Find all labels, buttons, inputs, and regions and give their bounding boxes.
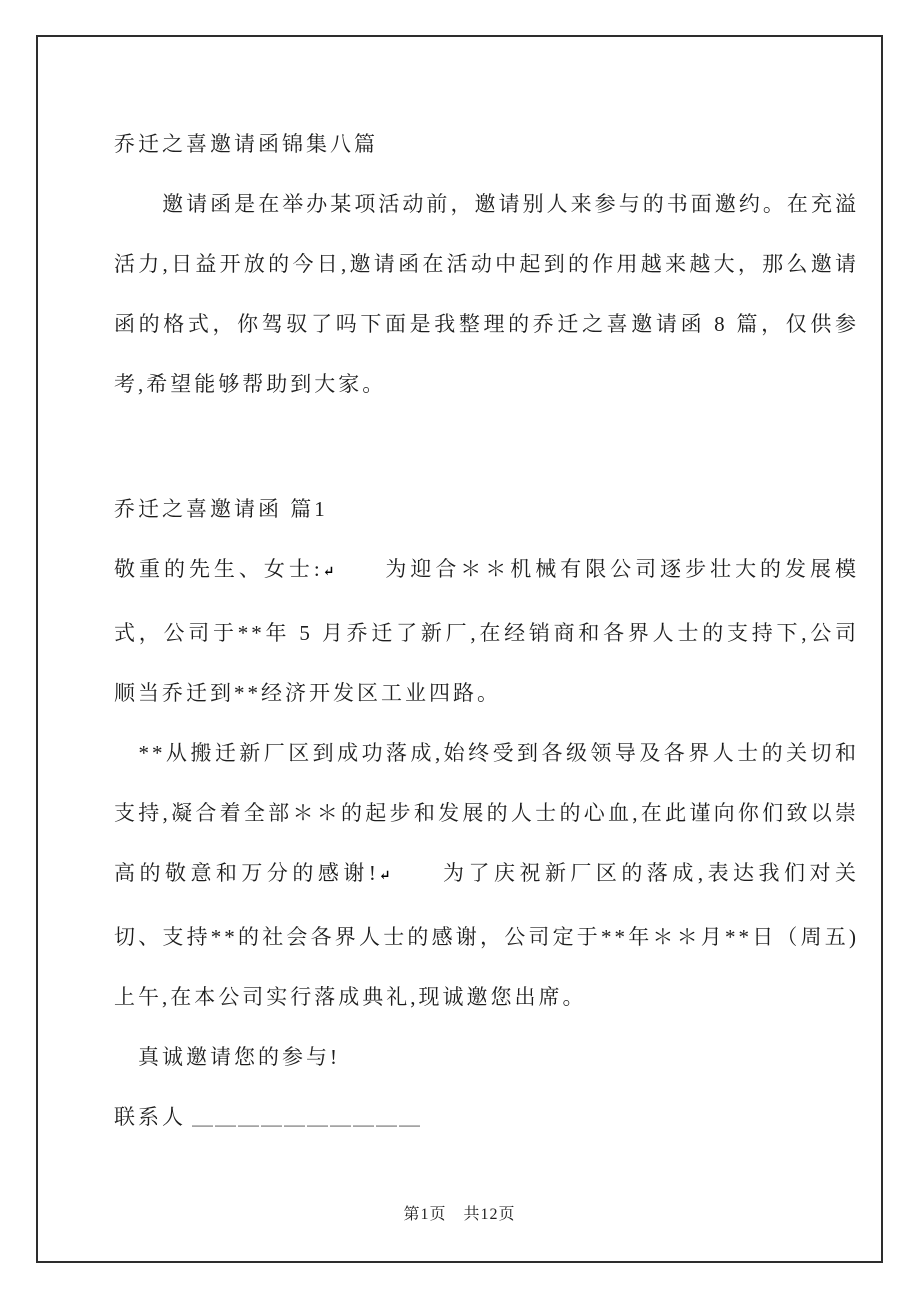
paragraph-salutation [114, 539, 859, 723]
contact-blank-underline: ＿＿＿＿＿＿＿＿＿＿ [192, 1105, 422, 1129]
paragraph-2-part2: 为了庆祝新厂区的落成,表达我们对关切、支持**的社会各界人士的感谢，公司定于**年＊＊月**日（周五)上午,在本公司实行落成典礼,现诚邀您出席。 [114, 861, 859, 1009]
paragraph-2-part1: **从搬迁新厂区到成功落成,始终受到各级领导及各界人士的关切和支持,凝合着全部＊＊的起步和发展的人士的心血,在此谨向你们致以崇高的敬意和万分的感谢! [114, 741, 859, 885]
salutation-text: 敬重的先生、女士: [114, 557, 323, 581]
intro-paragraph: 邀请函是在举办某项活动前，邀请别人来参与的书面邀约。在充溢活力,日益开放的今日,邀请函在活动中起到的作用越来越大，那么邀请函的格式，你驾驭了吗下面是我整理的乔迁之喜邀请函 8 篇，仅供参考,希望能够帮助到大家。 [114, 192, 859, 396]
paragraph-1-body: 为迎合＊＊机械有限公司逐步壮大的发展模式，公司于**年 5 月乔迁了新厂,在经销商和各界人士的支持下,公司顺当乔迁到**经济开发区工业四路。 [114, 557, 860, 705]
invitation-line: 真诚邀请您的参与! [114, 1045, 340, 1069]
contact-label: 联系人 [114, 1105, 186, 1129]
section-heading: 乔迁之喜邀请函 篇1 [114, 497, 328, 521]
page-content [114, 114, 859, 1147]
document-page [36, 35, 883, 1263]
document-title: 乔迁之喜邀请函锦集八篇 [114, 132, 378, 156]
paragraph-2 [114, 723, 859, 1027]
return-mark-icon: ↵ [378, 869, 391, 884]
contact-line [114, 1087, 859, 1147]
return-mark-icon: ↵ [322, 565, 335, 580]
page-number-indicator: 第1页 共12页 [403, 1206, 516, 1223]
